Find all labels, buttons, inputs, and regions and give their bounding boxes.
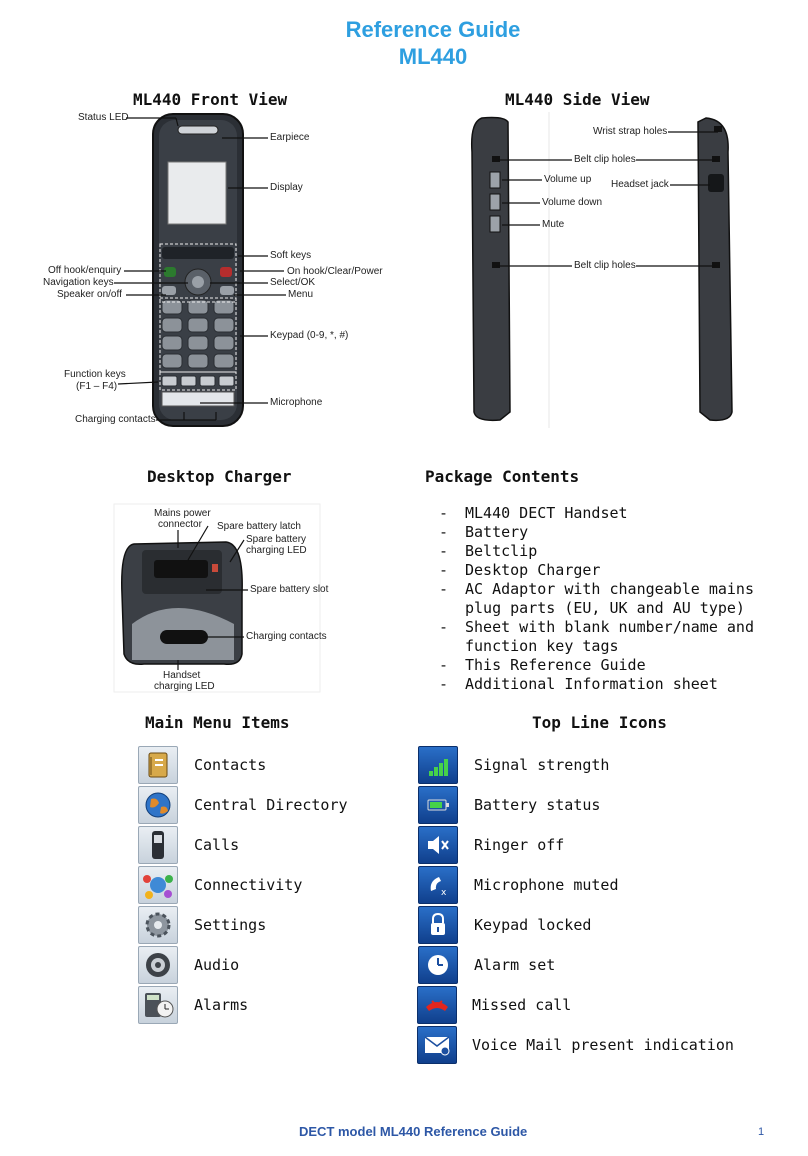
list-item-text: AC Adaptor with changeable mains plug parts (EU, UK and AU type) <box>465 580 754 617</box>
package-contents-list <box>439 504 769 694</box>
spare-battery-led-label: Spare battery <box>246 534 307 545</box>
list-dash: - <box>439 504 449 522</box>
main-menu-heading: Main Menu Items <box>145 713 290 732</box>
top-icon-missed-call: Missed call <box>472 996 572 1014</box>
keypad-label: Keypad (0-9, *, #) <box>270 330 349 341</box>
menu-item-connectivity: Connectivity <box>194 876 303 894</box>
list-dash: - <box>439 542 449 560</box>
top-icon-microphone-muted: Microphone muted <box>474 876 619 894</box>
top-icon-battery-status: Battery status <box>474 796 601 814</box>
spare-battery-charging-led-label: charging LED <box>246 545 307 556</box>
top-icon-voicemail: Voice Mail present indication <box>472 1036 734 1054</box>
menu-item-calls: Calls <box>194 836 240 854</box>
footer-title: DECT model ML440 Reference Guide <box>299 1124 528 1139</box>
contacts-book-icon <box>138 746 178 784</box>
list-item-text: Additional Information sheet <box>465 675 718 693</box>
spare-battery-latch-label: Spare battery latch <box>217 521 301 532</box>
charger-charging-contacts-label: Charging contacts <box>246 631 327 642</box>
microphone-muted-icon <box>418 866 458 904</box>
earpiece-label: Earpiece <box>270 132 310 143</box>
signal-strength-icon <box>418 746 458 784</box>
side-view-heading: ML440 Side View <box>505 90 650 109</box>
menu-item-central-directory: Central Directory <box>194 796 348 814</box>
list-dash: - <box>439 580 449 598</box>
menu-item-contacts: Contacts <box>194 756 267 774</box>
list-item <box>439 542 769 561</box>
top-line-icons-heading: Top Line Icons <box>532 713 667 732</box>
mains-power-label: Mains power <box>154 508 211 519</box>
list-item-text: Desktop Charger <box>465 561 601 579</box>
svg-text:x: x <box>441 888 447 898</box>
volume-down-label: Volume down <box>542 197 603 208</box>
gear-icon <box>138 906 178 944</box>
speaker-icon <box>138 946 178 984</box>
ringer-off-icon <box>418 826 458 864</box>
desktop-charger-heading: Desktop Charger <box>147 467 292 486</box>
display-label: Display <box>270 182 303 193</box>
list-item <box>439 504 769 523</box>
top-icon-signal-strength: Signal strength <box>474 756 610 774</box>
phone-handset-icon <box>138 826 178 864</box>
mains-connector-label: connector <box>158 519 202 530</box>
calculator-clock-icon <box>138 986 178 1024</box>
list-item <box>439 675 769 694</box>
list-item <box>439 523 769 542</box>
front-view-heading: ML440 Front View <box>133 90 288 109</box>
list-item-text: ML440 DECT Handset <box>465 504 628 522</box>
menu-label: Menu <box>288 289 314 300</box>
microphone-label: Microphone <box>270 397 323 408</box>
top-icon-keypad-locked: Keypad locked <box>474 916 592 934</box>
list-item-text: This Reference Guide <box>465 656 646 674</box>
padlock-icon <box>418 906 458 944</box>
page-number: 1 <box>758 1126 765 1138</box>
globe-icon <box>138 786 178 824</box>
off-hook-label: Off hook/enquiry <box>48 265 122 276</box>
soft-keys-label: Soft keys <box>270 250 312 261</box>
list-item-text: Beltclip <box>465 542 538 560</box>
volume-up-label: Volume up <box>544 174 592 185</box>
menu-item-alarms: Alarms <box>194 996 249 1014</box>
missed-call-icon <box>417 986 457 1024</box>
spare-battery-slot-label: Spare battery slot <box>250 584 329 595</box>
speaker-label: Speaker on/off <box>57 289 122 300</box>
top-icon-ringer-off: Ringer off <box>474 836 565 854</box>
list-dash: - <box>439 523 449 541</box>
menu-item-settings: Settings <box>194 916 267 934</box>
list-item <box>439 618 769 656</box>
status-led-label: Status LED <box>78 112 129 123</box>
list-dash: - <box>439 561 449 579</box>
page-title: Reference Guide <box>345 17 521 42</box>
list-item-text: Battery <box>465 523 529 541</box>
belt-clip-holes-top-label: Belt clip holes <box>574 154 636 165</box>
connectivity-icon <box>138 866 178 904</box>
menu-item-audio: Audio <box>194 956 240 974</box>
list-dash: - <box>439 656 449 674</box>
handset-label: Handset <box>163 670 201 681</box>
belt-clip-holes-bottom-label: Belt clip holes <box>574 260 636 271</box>
list-item <box>439 580 769 618</box>
wrist-strap-holes-label: Wrist strap holes <box>593 126 668 137</box>
list-item <box>439 561 769 580</box>
mute-label: Mute <box>542 219 565 230</box>
package-contents-heading: Package Contents <box>425 467 580 486</box>
list-item-text: Sheet with blank number/name and function key tags <box>465 618 754 655</box>
select-ok-label: Select/OK <box>270 277 316 288</box>
headset-jack-label: Headset jack <box>611 179 669 190</box>
list-item <box>439 656 769 675</box>
handset-charging-led-label: charging LED <box>154 681 215 692</box>
on-hook-label: On hook/Clear/Power <box>287 266 383 277</box>
alarm-clock-icon <box>418 946 458 984</box>
voicemail-icon <box>417 1026 457 1064</box>
charging-contacts-label: Charging contacts <box>75 414 156 425</box>
function-keys-label: Function keys <box>64 369 126 380</box>
list-dash: - <box>439 675 449 693</box>
list-dash: - <box>439 618 449 636</box>
battery-icon <box>418 786 458 824</box>
page-subtitle: ML440 <box>398 44 468 69</box>
top-icon-alarm-set: Alarm set <box>474 956 556 974</box>
function-keys-range-label: (F1 – F4) <box>76 381 118 392</box>
navigation-keys-label: Navigation keys <box>43 277 114 288</box>
